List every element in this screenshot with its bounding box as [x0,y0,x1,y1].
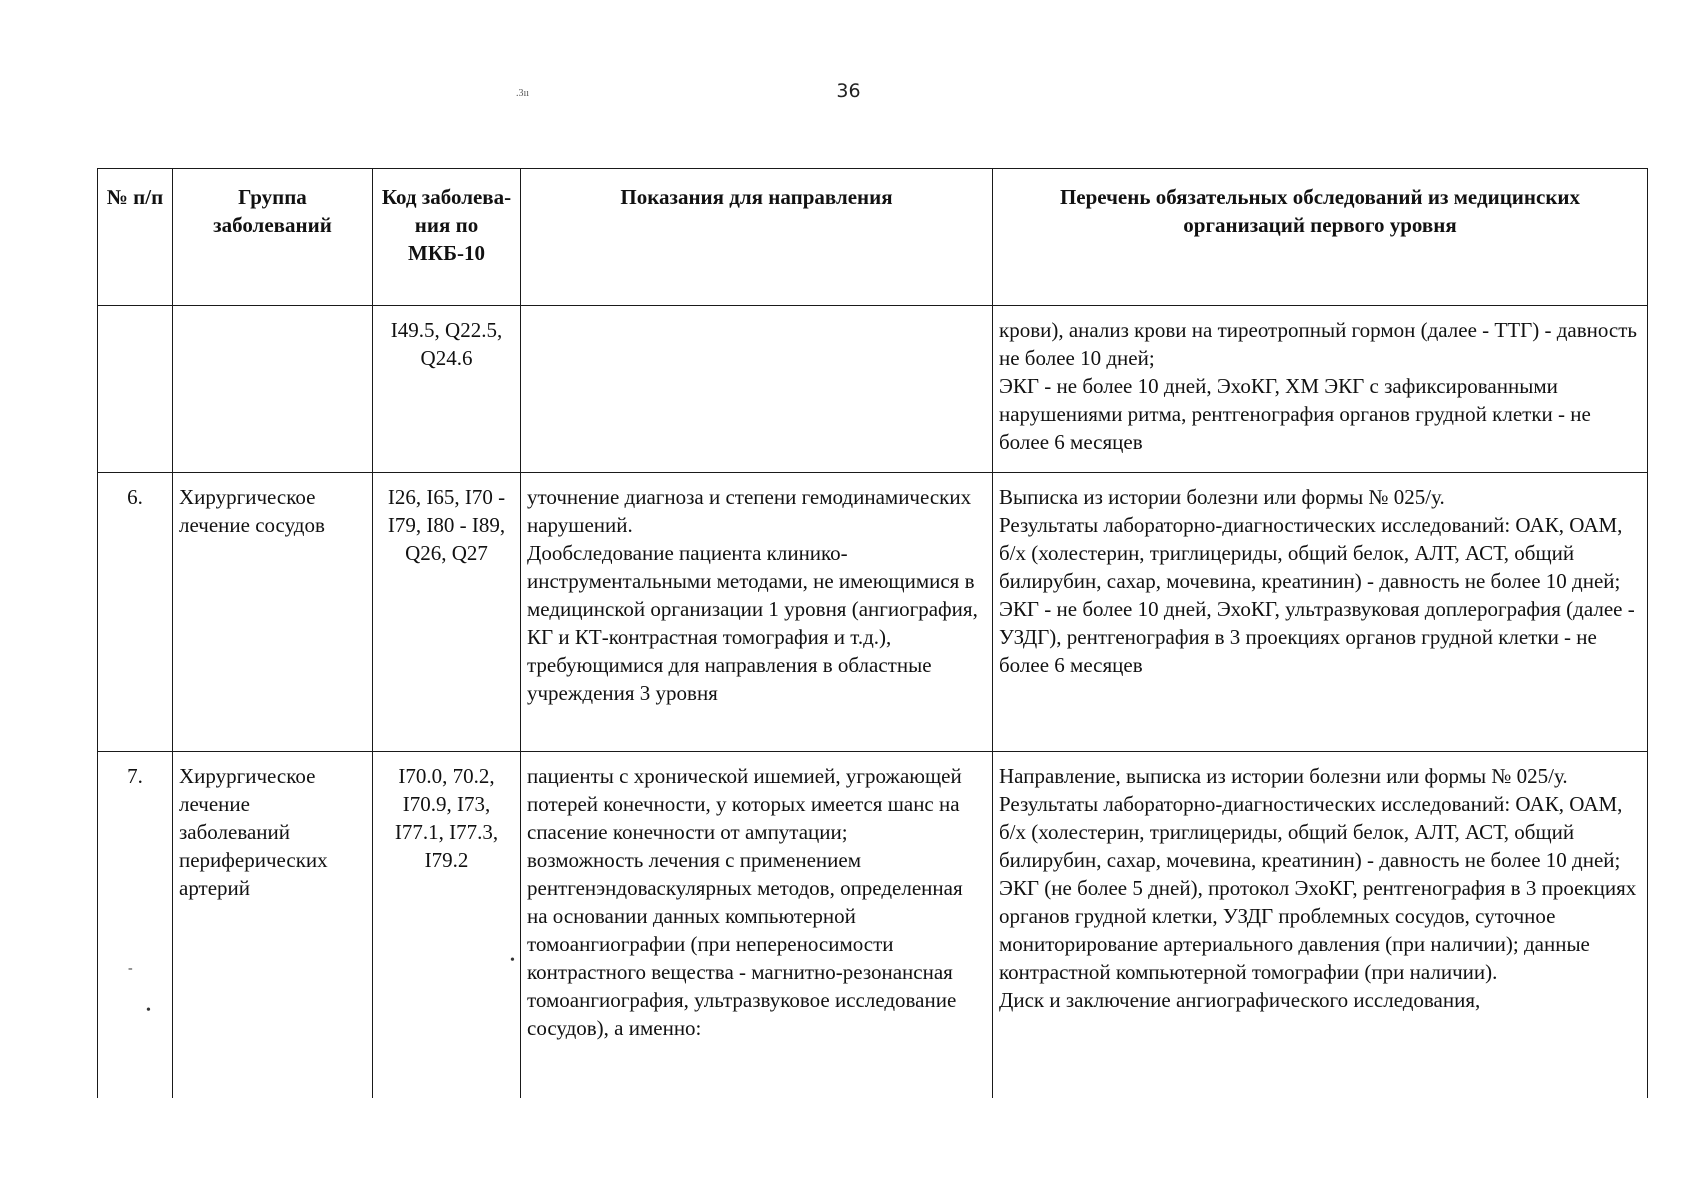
examination-line: Направление, выписка из истории болезни или формы № 025/у. [999,764,1568,788]
cell-group: Хирургическое лечение заболеваний периферических артерий [173,752,373,1099]
indication-line: возможность лечения с применением рентгенэндоваскулярных методов, определенная на основании данных компьютерной томоангиографии (при непереносимости контрастного вещества - магнитно-резонансная томоангиография, ультразвуковое исследование сосудов), а именно: [527,848,963,1040]
cell-examinations [993,473,1648,752]
header-indications: Показания для направления [521,169,993,306]
cell-group [173,306,373,473]
examination-line: ЭКГ - не более 10 дней, ЭхоКГ, ультразвуковая доплерография (далее - УЗДГ), рентгенография в 3 проекциях органов грудной клетки - не более 6 месяцев [999,597,1635,677]
examination-line: крови), анализ крови на тиреотропный гормон (далее - ТТГ) - давность не более 10 дней; [999,318,1637,370]
indication-line: уточнение диагноза и степени гемодинамических нарушений. [527,485,972,537]
stray-mark-dash: - [128,961,133,976]
table-row [98,306,1648,473]
examination-line: Результаты лабораторно-диагностических исследований: ОАК, ОАМ, б/х (холестерин, триглицериды, общий белок, АЛТ, АСТ, общий билирубин, сахар, мочевина, креатинин) - давность не более 10 дней; [999,792,1623,872]
indication-line: Дообследование пациента клинико-инструментальными методами, не имеющимися в медицинской организации 1 уровня (ангиография, КГ и КТ-контрастная томография и т.д.), требующимися для направления в областные учреждения 3 уровня [527,541,978,705]
referral-table [97,168,1648,1098]
examination-line: ЭКГ (не более 5 дней), протокол ЭхоКГ, рентгенография в 3 проекциях органов грудной клетки, УЗДГ проблемных сосудов, суточное мониторирование артериального давления (при наличии); данные контрастной компьютерной томографии (при наличии). [999,876,1637,984]
cell-code: I49.5, Q22.5, Q24.6 [373,306,521,473]
cell-num [98,306,173,473]
header-num: № п/п [98,169,173,306]
cell-indications [521,473,993,752]
examination-line: Результаты лабораторно-диагностических исследований: ОАК, ОАМ, б/х (холестерин, триглицериды, общий белок, АЛТ, АСТ, общий билирубин, сахар, мочевина, креатинин) - давность не более 10 дней; [999,513,1623,593]
cell-num: 7. [98,752,173,1099]
table-row [98,473,1648,752]
table-header-row [98,169,1648,306]
table-row [98,752,1648,1099]
examination-line: ЭКГ - не более 10 дней, ЭхоКГ, ХМ ЭКГ с зафиксированными нарушениями ритма, рентгенография органов грудной клетки - не более 6 месяцев [999,374,1591,454]
indication-line: пациенты с хронической ишемией, угрожающей потерей конечности, у которых имеется шанс на спасение конечности от ампутации; [527,764,962,844]
cell-examinations [993,306,1648,473]
header-examinations: Перечень обязательных обследований из медицинских организаций первого уровня [993,169,1648,306]
header-code: Код заболева-ния по МКБ-10 [373,169,521,306]
scan-artifact-mark: .3ıı [516,88,530,99]
page-number: 36 [836,80,861,102]
cell-num: 6. [98,473,173,752]
header-group: Группа заболеваний [173,169,373,306]
stray-mark-dot: • [510,953,515,968]
examination-line: Диск и заключение ангиографического исследования, [999,988,1481,1012]
cell-indications [521,306,993,473]
cell-code: I70.0, 70.2, I70.9, I73, I77.1, I77.3, I79.2 [373,752,521,1099]
cell-code: I26, I65, I70 - I79, I80 - I89, Q26, Q27 [373,473,521,752]
cell-group: Хирургическое лечение сосудов [173,473,373,752]
examination-line: Выписка из истории болезни или формы № 025/у. [999,485,1445,509]
stray-mark-dot: • [146,1003,151,1018]
cell-indications [521,752,993,1099]
cell-examinations [993,752,1648,1099]
